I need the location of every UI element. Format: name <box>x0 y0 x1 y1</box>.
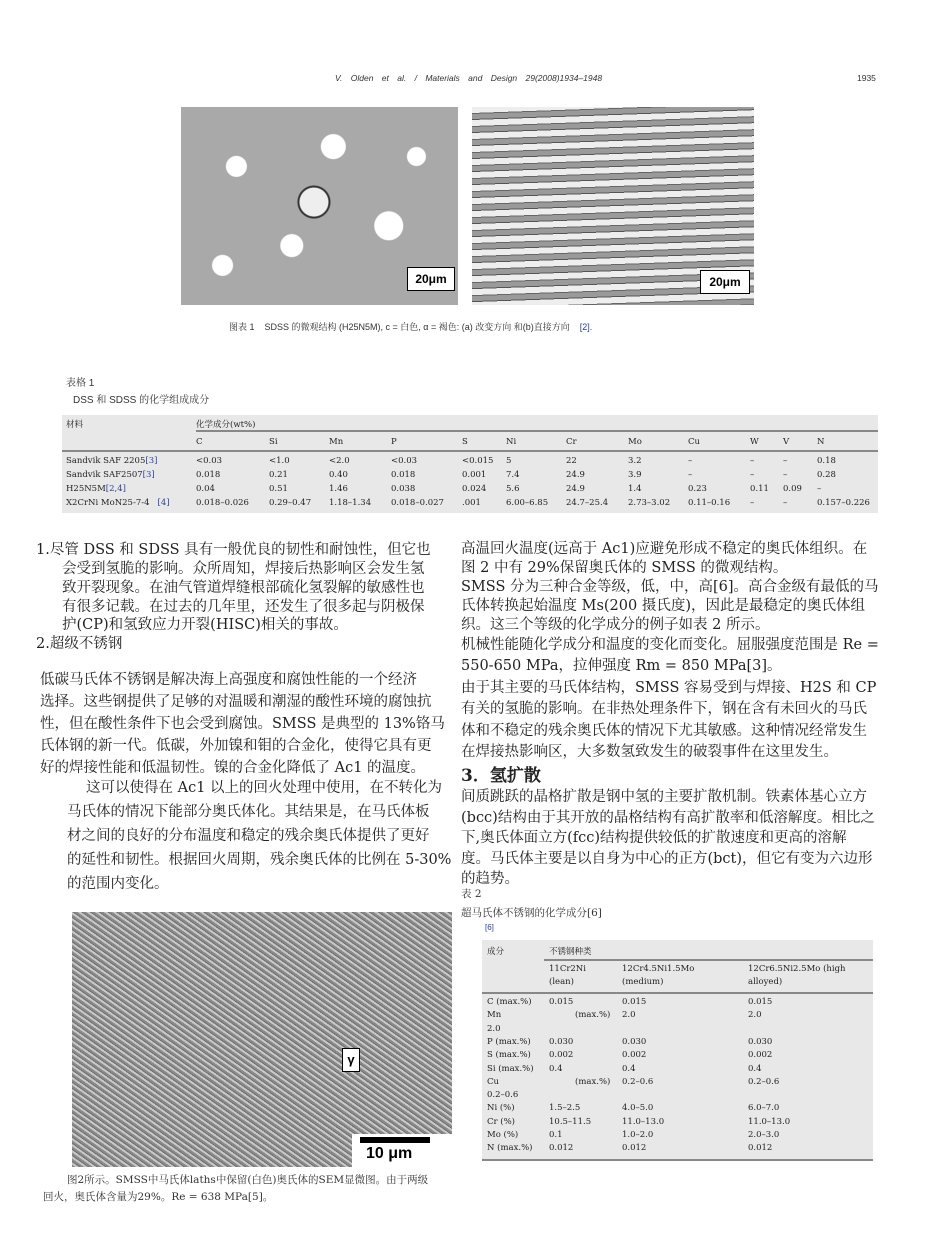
para2-line: 马氏体的情况下能部分奥氏体化。其结果是，在马氏体板 <box>67 804 430 820</box>
table2-group-header: 不锈钢种类 <box>549 947 592 957</box>
material-name: X2CrNi MoN25-7-4 <box>66 498 150 508</box>
figure2-caption-line1: 图2所示。SMSS中马氏体laths中保留(白色)奥氏体的SEM显微图。由于两级 <box>67 1174 429 1186</box>
table1-cell: – <box>688 456 693 466</box>
scale-bar-b: 20μm <box>700 270 750 294</box>
table1-cell: 0.40 <box>329 470 348 480</box>
table1-col-header: Mn <box>329 437 344 447</box>
table1-cell: – <box>783 456 788 466</box>
right-para-line: 机械性能随化学成分和温度的变化而变化。屈服强度范围是 Re = <box>461 637 879 653</box>
table2-col-header: (medium) <box>622 977 664 987</box>
table1-cell: 0.09 <box>783 484 802 494</box>
table1-cell: 0.018 <box>196 470 221 480</box>
figure2-sem-micrograph <box>72 912 452 1167</box>
figure1-ref-link[interactable]: [2]. <box>579 322 593 332</box>
figure1-label: 图表 1 <box>229 322 255 332</box>
table2-cell: 1.0–2.0 <box>622 1130 654 1140</box>
table2-cell: 0.030 <box>748 1036 773 1047</box>
table2-cell: 4.0–5.0 <box>622 1103 654 1114</box>
table1-row-name <box>66 484 126 494</box>
para1-line: 选择。这些钢提供了足够的对温暖和潮湿的酸性环境的腐蚀抗 <box>40 694 432 710</box>
table1-cell: 0.018–0.026 <box>196 498 249 508</box>
table2-col-header: 11Cr2Ni <box>549 964 586 974</box>
table2-cell: 0.2–0.6 <box>748 1076 780 1087</box>
table1-cell: 0.18 <box>817 456 836 466</box>
material-name: Sandvik SAF2507 <box>66 470 143 480</box>
table1-cell: 0.11 <box>750 484 769 494</box>
table2-col-header: (lean) <box>549 977 574 987</box>
table2-row-name: Ni (%) <box>487 1103 515 1114</box>
table1-cell: 24.9 <box>566 484 585 494</box>
item1-line: 会受到氢脆的影响。众所周知，焊接后热影响区会发生氢 <box>62 561 425 577</box>
right-para-line: 体和不稳定的残余奥氏体的情况下尤其敏感。这种情况经常发生 <box>461 723 867 739</box>
table1-cell: – <box>783 498 788 508</box>
section3-heading: 3．氢扩散 <box>461 766 541 786</box>
table1-cell: 0.23 <box>688 484 707 494</box>
table1-cell: – <box>750 498 755 508</box>
table1-cell: <0.03 <box>196 456 223 466</box>
table1-group-header: 化学成分(wt%) <box>196 420 256 430</box>
table1-col-header: V <box>783 437 790 447</box>
table1-cell: 7.4 <box>506 470 520 480</box>
table1-col-header: Mo <box>628 437 642 447</box>
right-para-line: 高温回火温度(远高于 Ac1)应避免形成不稳定的奥氏体组织。在 <box>461 541 868 557</box>
table1-cell: 1.46 <box>329 484 348 494</box>
table2-cell: 2.0 <box>748 1010 762 1021</box>
section3-line: 的趋势。 <box>461 871 519 887</box>
table2-cell: 1.5–2.5 <box>549 1103 581 1114</box>
para2-line: 这可以使得在 Ac1 以上的回火处理中使用，在不转化为 <box>86 780 443 796</box>
table1-cell: 0.018 <box>391 470 416 480</box>
scale-bar <box>360 1137 430 1143</box>
table1-col-header: Cu <box>688 437 700 447</box>
table1-cell: – <box>817 484 822 494</box>
table2-cell: 6.0–7.0 <box>748 1103 780 1114</box>
table2-row-name: S (max.%) <box>487 1050 531 1061</box>
table1-cell: 1.4 <box>628 484 642 494</box>
table1-col-header: Si <box>269 437 278 447</box>
table1-cell: 0.001 <box>462 470 487 480</box>
table1-cell: <2.0 <box>329 456 350 466</box>
table2-ref-link[interactable]: [6] <box>485 923 494 932</box>
section3-line: (bcc)结构由于其开放的晶格结构有高扩散率和低溶解度。相比之 <box>461 809 875 826</box>
right-para-line: 550-650 MPa，拉伸强度 Rm = 850 MPa[3]。 <box>461 658 782 674</box>
table2-cell: 0.015 <box>748 997 773 1007</box>
para1-line: 好的焊接性能和低温韧性。镍的合金化降低了 Ac1 的温度。 <box>40 760 426 776</box>
table1-cell: 1.18–1.34 <box>329 498 372 508</box>
table2-cell: 11.0–13.0 <box>622 1116 665 1127</box>
table1-title: DSS 和 SDSS 的化学组成成分 <box>73 395 210 406</box>
table2-col-header: 12Cr6.5Ni2.5Mo (high <box>748 964 846 974</box>
table2-cell: 0.012 <box>622 1143 647 1154</box>
table2-cell: 0.4 <box>549 1063 563 1074</box>
table1-cell: <1.0 <box>269 456 290 466</box>
table2-row-name: Cr (%) <box>487 1116 515 1127</box>
table2-cell: 11.0–13.0 <box>748 1116 791 1127</box>
table2-col-component: 成分 <box>487 947 505 957</box>
scale-bar-box <box>352 1134 452 1167</box>
table2-col-header: alloyed) <box>748 977 783 987</box>
item1-line: 护(CP)和氢致应力开裂(HISC)相关的事故。 <box>62 617 348 633</box>
table1-cell: 3.2 <box>628 456 642 466</box>
table1-cell: 0.018–0.027 <box>391 498 444 508</box>
table2-row-name: Si (max.%) <box>487 1063 534 1074</box>
table1-col-header: P <box>391 437 397 447</box>
table1-col-header: N <box>817 437 825 447</box>
right-para-line: 氏体转换起始温度 Ms(200 摄氏度)，因此是最稳定的奥氏体组 <box>461 598 865 614</box>
right-para-line: 由于其主要的马氏体结构，SMSS 容易受到与焊接、H2S 和 CP <box>461 680 877 696</box>
material-name: Sandvik SAF 2205 <box>66 456 146 466</box>
para2-line: 材之间的良好的分布温度和稳定的残余奥氏体提供了更好 <box>67 828 430 844</box>
ref-link[interactable]: [2,4] <box>105 484 126 494</box>
item2-heading: 2.超级不锈钢 <box>36 636 123 652</box>
scale-label: 10 μm <box>366 1145 413 1162</box>
section3-line: 下,奥氏体面立方(fcc)结构提供较低的扩散速度和更高的溶解 <box>461 830 847 846</box>
table2-cell: 0.4 <box>622 1063 636 1074</box>
table1-cell: <0.015 <box>462 456 494 466</box>
table2-cell: 0.002 <box>549 1050 574 1061</box>
table1-cell: 2.73–3.02 <box>628 498 671 508</box>
figure1-caption-text: SDSS 的微观结构 (H25N5M), c = 白色, α = 褐色: (a) 改变方向 和(b)直接方向 <box>264 322 570 332</box>
section3-line: 间质跳跃的晶格扩散是钢中氢的主要扩散机制。铁素体基心立方 <box>461 789 867 805</box>
table2-cell: 0.030 <box>549 1036 574 1047</box>
para1-line: 氏体钢的新一代。低碳，外加镍和钼的合金化，使得它具有更 <box>40 738 432 754</box>
table1-cell: 0.038 <box>391 484 416 494</box>
table1-row-name <box>66 456 157 466</box>
ref-link[interactable]: [3] <box>142 470 155 480</box>
table2-label: 表 2 <box>461 888 482 900</box>
table2-row-name: Mn <box>487 1010 502 1021</box>
ref-link[interactable]: [3] <box>145 456 158 466</box>
table2-row-name: Mo (%) <box>487 1130 519 1140</box>
section3-line: 度。马氏体主要是以自身为中心的正方(bct)，但它有变为六边形 <box>461 850 873 867</box>
right-para-line: 在焊接热影响区，大多数氢致发生的破裂事件在这里发生。 <box>461 744 838 760</box>
para2-line: 的范围内变化。 <box>67 876 169 892</box>
table1-cell: – <box>750 470 755 480</box>
table1-cell: – <box>750 456 755 466</box>
table1-col-header: S <box>462 437 468 447</box>
right-para-line: SMSS 分为三种合金等级，低，中，高[6]。高合金级有最低的马 <box>461 579 879 595</box>
figure1-caption <box>229 320 592 333</box>
figure2-caption-line2: 回火，奥氏体含量为29%。Re = 638 MPa[5]。 <box>43 1191 274 1203</box>
para1-line: 性，但在酸性条件下也会受到腐蚀。SMSS 是典型的 13%铬马 <box>40 716 445 732</box>
table1-cell: 3.9 <box>628 470 642 480</box>
table1-row-name <box>66 498 170 508</box>
table2-col-header: 12Cr4.5Ni1.5Mo <box>622 964 695 974</box>
material-name: H25N5M <box>66 484 106 494</box>
figure1b-micrograph <box>472 107 754 305</box>
item1-line: 1.尽管 DSS 和 SDSS 具有一般优良的韧性和耐蚀性，但它也 <box>36 542 431 558</box>
table1-cell: .001 <box>462 498 481 508</box>
page-number: 1935 <box>857 73 876 83</box>
right-para-line: 图 2 中有 29%保留奥氏体的 SMSS 的微观结构。 <box>461 560 788 576</box>
table2-cell: 0.030 <box>622 1036 647 1047</box>
table1-cell: – <box>688 470 693 480</box>
table1-cell: 0.157–0.226 <box>817 498 870 508</box>
table1-cell: 0.11–0.16 <box>688 498 731 508</box>
right-para-line: 织。这三个等级的化学成分的例子如表 2 所示。 <box>461 617 770 633</box>
table1-col-header: Cr <box>566 437 577 447</box>
table2-cell: 0.015 <box>549 997 574 1007</box>
table2-cell: 0.1 <box>549 1130 563 1140</box>
table1-cell: 6.00–6.85 <box>506 498 549 508</box>
table2-cell: 2.0 <box>622 1010 636 1021</box>
table2 <box>482 940 873 1161</box>
table2-cell: 0.002 <box>622 1050 647 1061</box>
table1-cell: 5.6 <box>506 484 520 494</box>
table1-cell: 24.9 <box>566 470 585 480</box>
table1-cell: 0.28 <box>817 470 836 480</box>
table1-cell: 5 <box>506 456 512 466</box>
scale-bar-a: 20μm <box>407 267 455 291</box>
table2-cell: 0.012 <box>549 1143 574 1154</box>
item1-line: 有很多记载。在过去的几年里，还发生了很多起与阴极保 <box>62 599 425 615</box>
table2-cell: 10.5–11.5 <box>549 1116 592 1127</box>
table1-cell: – <box>783 470 788 480</box>
table2-cell: (max.%) <box>575 1010 611 1021</box>
gamma-label: γ <box>342 1048 360 1072</box>
table2-cell: 0.012 <box>748 1143 773 1154</box>
table2-row-name: P (max.%) <box>487 1036 531 1047</box>
table1-col-header: Ni <box>506 437 517 447</box>
table2-row-name: 0.2–0.6 <box>487 1090 519 1101</box>
table2-row-name: 2.0 <box>487 1023 501 1034</box>
table1-row-name <box>66 470 155 480</box>
table2-row-name: Cu <box>487 1076 499 1087</box>
table1-cell: 0.29–0.47 <box>269 498 312 508</box>
table2-cell: 0.4 <box>748 1063 762 1074</box>
table2-cell: 0.002 <box>748 1050 773 1061</box>
table1-cell: <0.03 <box>391 456 418 466</box>
table2-row-name: N (max.%) <box>487 1143 533 1154</box>
ref-link[interactable]: [4] <box>157 498 170 508</box>
table1-cell: 22 <box>566 456 577 466</box>
table1-cell: 0.04 <box>196 484 215 494</box>
table1-col-header: C <box>196 437 203 447</box>
para1-line: 低碳马氏体不锈钢是解决海上高强度和腐蚀性能的一个经济 <box>40 672 417 688</box>
table1-col-material: 材料 <box>66 420 84 430</box>
running-title: V. Olden et al. / Materials and Design 29(2008)1934–1948 <box>335 73 603 83</box>
table2-cell: 2.0–3.0 <box>748 1130 780 1140</box>
table1-cell: 0.51 <box>269 484 288 494</box>
table2-row-name: C (max.%) <box>487 997 532 1007</box>
table1-col-header: W <box>750 437 759 447</box>
table2-cell: 0.2–0.6 <box>622 1076 654 1087</box>
table2-title: 超马氏体不锈钢的化学成分[6] <box>461 907 602 919</box>
table1 <box>62 415 878 513</box>
table2-cell: (max.%) <box>575 1076 611 1087</box>
para2-line: 的延性和韧性。根据回火周期，残余奥氏体的比例在 5-30% <box>67 852 452 868</box>
figure1a-micrograph <box>181 107 458 305</box>
table1-cell: 24.7–25.4 <box>566 498 609 508</box>
item1-line: 致开裂现象。在油气管道焊缝根部硫化氢裂解的敏感性也 <box>62 580 425 596</box>
table1-cell: 0.21 <box>269 470 288 480</box>
table2-cell: 0.015 <box>622 997 647 1007</box>
right-para-line: 有关的氢脆的影响。在非热处理条件下，钢在含有未回火的马氏 <box>461 701 867 717</box>
table1-cell: 0.024 <box>462 484 487 494</box>
table1-label: 表格 1 <box>66 378 95 389</box>
